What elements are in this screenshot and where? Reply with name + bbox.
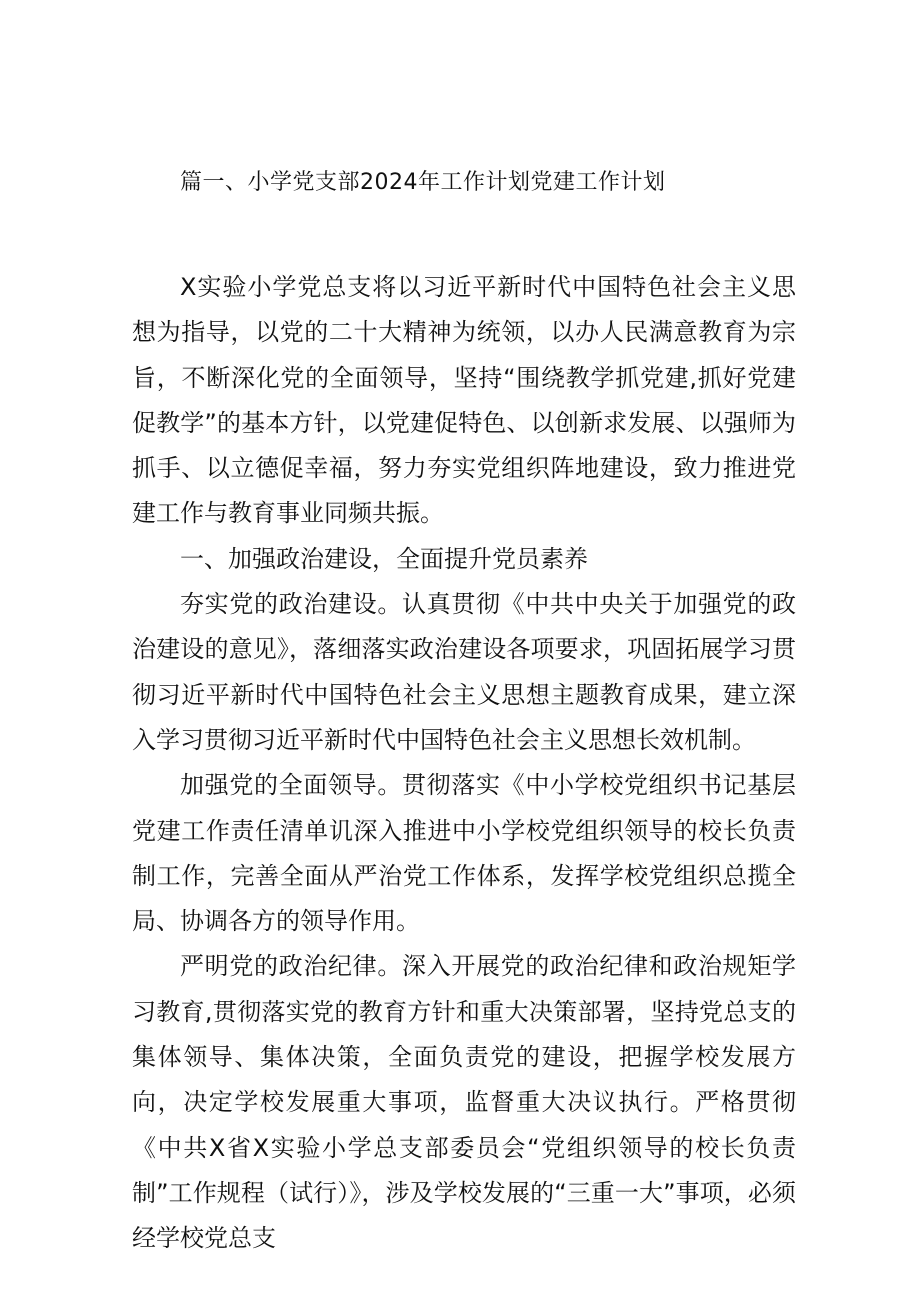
section-heading-1: 一、加强政治建设，全面提升党员素养 (180, 544, 588, 573)
document-body (132, 265, 796, 1262)
document-title: 篇一、小学党支部2024年工作计划党建工作计划 (180, 170, 666, 195)
intro-paragraph: X实验小学党总支将以习近平新时代中国特色社会主义思想为指导，以党的二十大精神为统领，以办人民满意教育为宗旨，不断深化党的全面领导，坚持“围绕教学抓党建,抓好党建促教学”的基本方针，以党建促特色、以创新求发展、以强师为抓手、以立德促幸福，努力夯实党组织阵地建设，致力推进党建工作与教育事业同频共振。 (132, 273, 796, 528)
paragraph-political-discipline: 严明党的政治纪律。深入开展党的政治纪律和政治规矩学习教育,贯彻落实党的教育方针和重大决策部署，坚持党总支的集体领导、集体决策，全面负责党的建设，把握学校发展方向，决定学校发展重大事项，监督重大决议执行。严格贯彻《中共X省X实验小学总支部委员会“党组织领导的校长负责制”工作规程（试行）》，涉及学校发展的“三重一大”事项，必须经学校党总支 (132, 952, 796, 1253)
paragraph-party-leadership: 加强党的全面领导。贯彻落实《中小学校党组织书记基层党建工作责任清单讥深入推进中小学校党组织领导的校长负责制工作，完善全面从严治党工作体系，发挥学校党组织总揽全局、协调各方的领导作用。 (132, 771, 796, 936)
paragraph-political-building: 夯实党的政治建设。认真贯彻《中共中央关于加强党的政治建设的意见》，落细落实政治建设各项要求，巩固拓展学习贯彻习近平新时代中国特色社会主义思想主题教育成果，建立深入学习贯彻习近平新时代中国特色社会主义思想长效机制。 (132, 590, 796, 754)
